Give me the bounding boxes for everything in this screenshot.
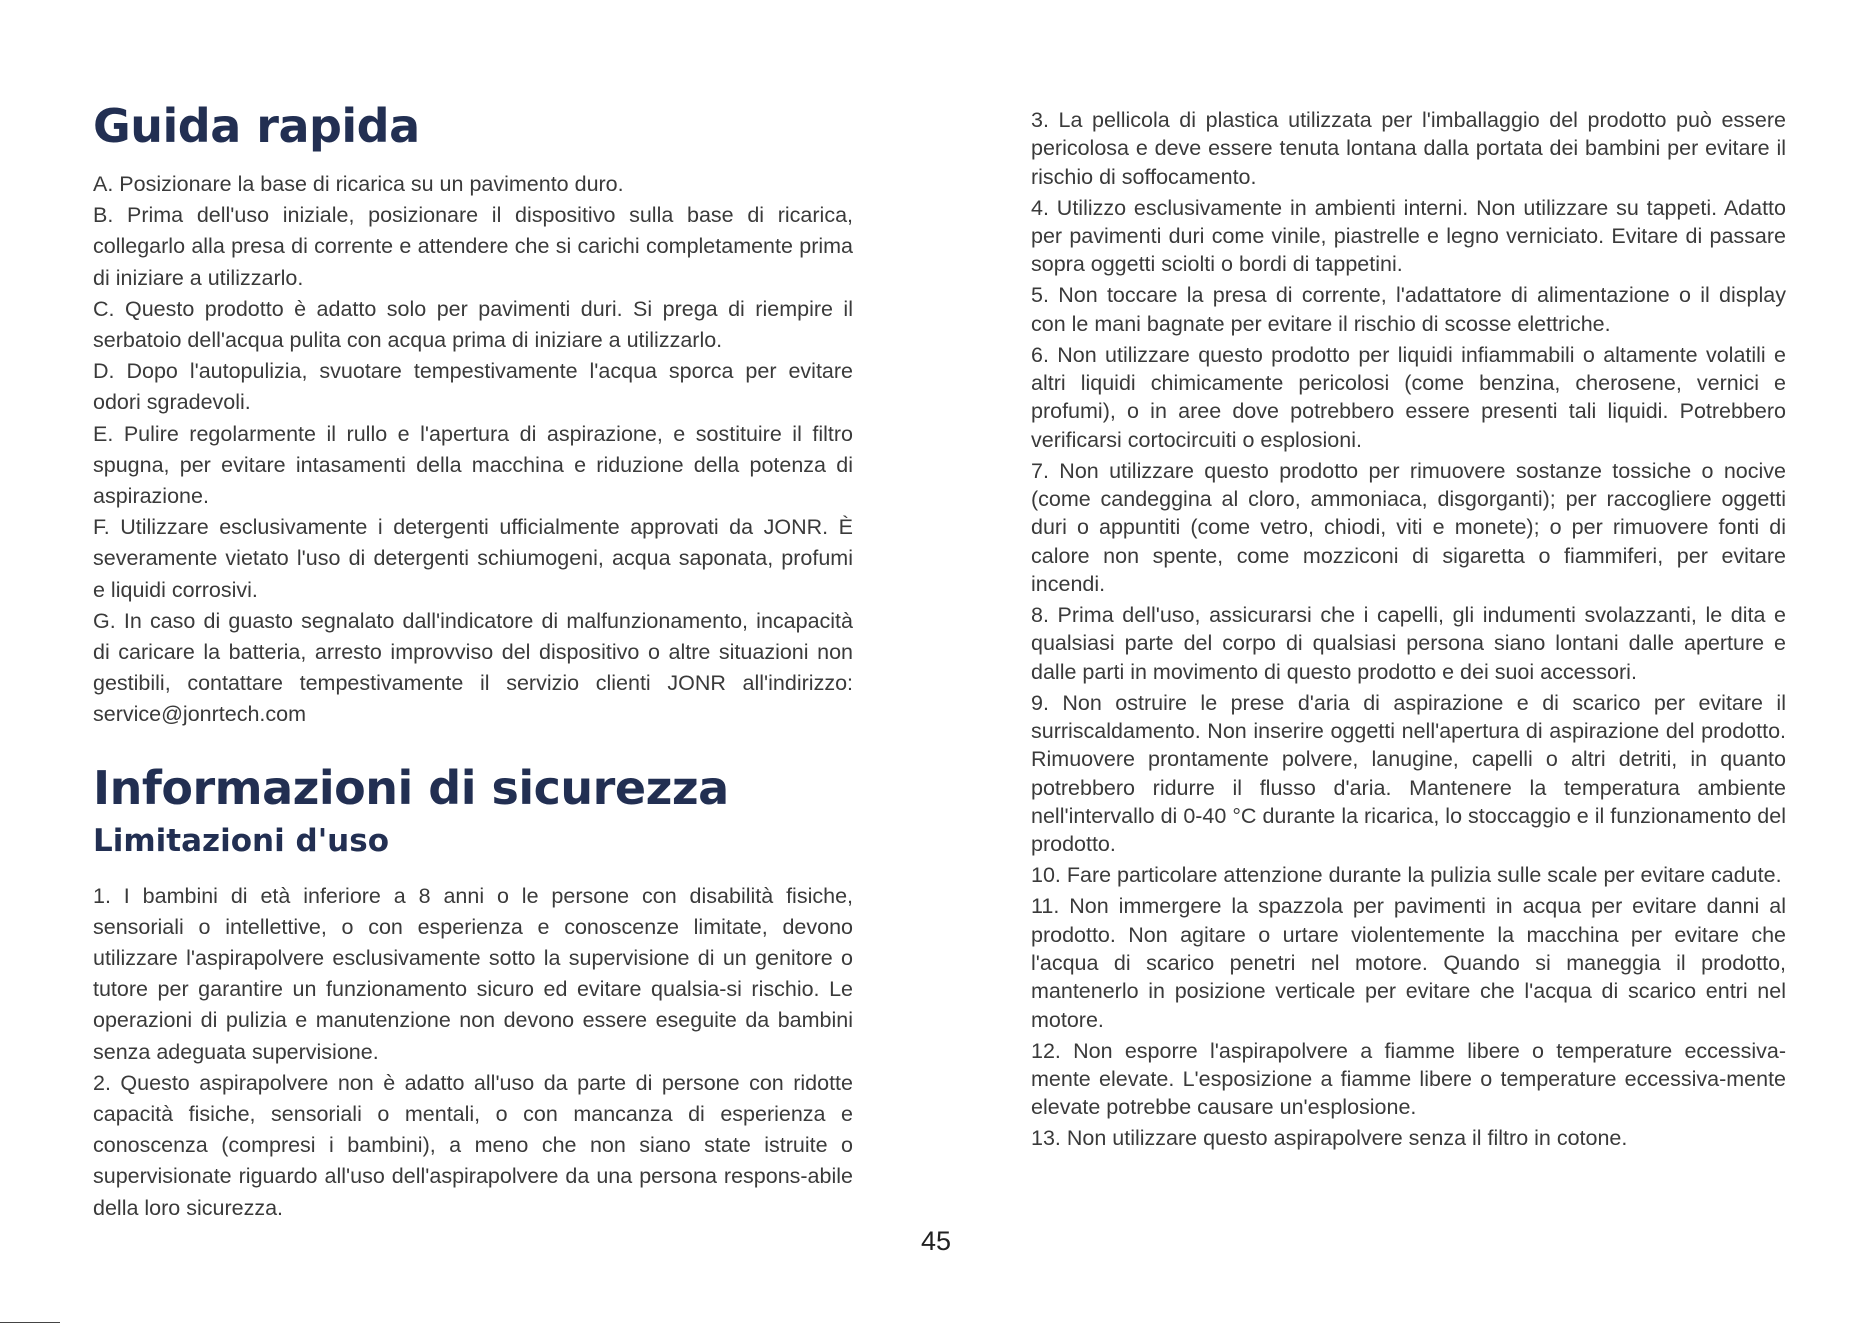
quick-guide-item-f: F. Utilizzare esclusivamente i detergenti ufficialmente approvati da JONR. È severamente vietato l'uso di detergenti schiumogeni, acqua saponata, profumi e liquidi corrosivi. — [93, 515, 853, 602]
safety-item-4: 4. Utilizzo esclusivamente in ambienti interni. Non utilizzare su tappeti. Adatto per pavimenti duri come vinile, piastrelle e legno verniciato. Evitare di passare sopra oggetti sciolti o bordi di tappetini. — [1031, 195, 1786, 277]
quick-guide-item-d: D. Dopo l'autopulizia, svuotare tempestivamente l'acqua sporca per evitare odori sgradevoli. — [93, 359, 853, 415]
safety-item-12: 12. Non esporre l'aspirapolvere a fiamme libere o temperature eccessiva-mente elevate. L'esposizione a fiamme libere o temperature eccessiva-mente elevate potrebbe causare un'esplosione. — [1031, 1038, 1786, 1120]
footer-divider — [0, 1322, 60, 1323]
quick-guide-item-g: G. In caso di guasto segnalato dall'indicatore di malfunzionamento, incapacità di caricare la batteria, arresto improvviso del dispositivo o altre situazioni non gestibili, contattare tempestivamente il servizio clienti JONR all'indirizzo: service@jonrtech.com — [93, 608, 853, 727]
safety-item-6: 6. Non utilizzare questo prodotto per liquidi infiammabili o altamente volatili e altri liquidi chimicamente pericolosi (come benzina, cherosene, vernici e profumi), o in aree dove potrebbero essere presenti tali liquidi. Potrebbero verificarsi cortocircuiti o esplosioni. — [1031, 342, 1786, 452]
safety-list-right — [1031, 106, 1786, 1153]
quick-guide-list — [93, 169, 853, 731]
safety-item-2: 2. Questo aspirapolvere non è adatto all'uso da parte di persone con ridotte capacità fisiche, sensoriali o mentali, o con mancanza di esperienza e conoscenza (compresi i bambini), a meno che non siano state istruite o supervisionate riguardo all'uso dell'aspirapolvere da una persona respons-abile della loro sicurezza. — [93, 1070, 853, 1220]
safety-item-8: 8. Prima dell'uso, assicurarsi che i capelli, gli indumenti svolazzanti, le dita e qualsiasi parte del corpo di qualsiasi persona siano lontani dalle aperture e dalle parti in movimento di questo prodotto e dei suoi accessori. — [1031, 603, 1786, 684]
quick-guide-item-a: A. Posizionare la base di ricarica su un pavimento duro. — [93, 172, 624, 196]
safety-item-7: 7. Non utilizzare questo prodotto per rimuovere sostanze tossiche o nocive (come candeggina al cloro, ammoniaca, disgorganti); per raccogliere oggetti duri o appuntiti (come vetro, chiodi, viti e monete); o per rimuovere fonti di calore non spente, come mozziconi di sigaretta o fiammiferi, per evitare incendi. — [1031, 458, 1786, 596]
right-column — [1031, 106, 1786, 1153]
safety-item-11: 11. Non immergere la spazzola per pavimenti in acqua per evitare danni al prodotto. Non agitare o urtare violentemente la macchina per evitare che l'acqua di scarico penetri nel motore. Quando si maneggia il prodotto, mantenerlo in posizione verticale per evitare che l'acqua di scarico entri nel motore. — [1031, 894, 1786, 1032]
safety-item-3: 3. La pellicola di plastica utilizzata per l'imballaggio del prodotto può essere pericolosa e deve essere tenuta lontana dalla portata dei bambini per evitare il rischio di soffocamento. — [1031, 108, 1786, 189]
safety-list-left — [93, 881, 853, 1224]
page-number: 45 — [920, 1226, 952, 1256]
safety-item-9: 9. Non ostruire le prese d'aria di aspirazione e di scarico per evitare il surriscaldamento. Non inserire oggetti nell'apertura di aspirazione del prodotto. Rimuovere prontamente polvere, lanugine, capelli o altri detriti, in quanto potrebbero ridurre il flusso d'aria. Mantenere la temperatura ambiente nell'intervallo di 0-40 °C durante la ricarica, lo stoccaggio e il funzionamento del prodotto. — [1031, 690, 1786, 857]
quick-guide-title: Guida rapida — [93, 99, 420, 153]
left-column — [93, 95, 853, 1224]
quick-guide-item-e: E. Pulire regolarmente il rullo e l'apertura di aspirazione, e sostituire il filtro spugna, per evitare intasamenti della macchina e riduzione della potenza di aspirazione. — [93, 421, 853, 509]
safety-item-10: 10. Fare particolare attenzione durante la pulizia sulle scale per evitare cadute. — [1031, 863, 1782, 888]
quick-guide-item-b: B. Prima dell'uso iniziale, posizionare il dispositivo sulla base di ricarica, collegarlo alla presa di corrente e attendere che si carichi completamente prima di iniziare a utilizzarlo. — [93, 203, 853, 290]
safety-subtitle: Limitazioni d'uso — [93, 822, 389, 859]
safety-item-5: 5. Non toccare la presa di corrente, l'adattatore di alimentazione o il display con le mani bagnate per evitare il rischio di scosse elettriche. — [1031, 283, 1786, 336]
safety-title: Informazioni di sicurezza — [93, 760, 729, 815]
safety-item-13: 13. Non utilizzare questo aspirapolvere senza il filtro in cotone. — [1031, 1126, 1628, 1151]
quick-guide-item-c: C. Questo prodotto è adatto solo per pavimenti duri. Si prega di riempire il serbatoio dell'acqua pulita con acqua prima di iniziare a utilizzarlo. — [93, 296, 853, 353]
safety-item-1: 1. I bambini di età inferiore a 8 anni o le persone con disabilità fisiche, sensoriali o intellettive, o con esperienza e conoscenze limitate, devono utilizzare l'aspirapolvere esclusivamente sotto la supervisione di un genitore o tutore per garantire un funzionamento sicuro ed evitare qualsia-si rischio. Le operazioni di pulizia e manutenzione non devono essere eseguite da bambini senza adeguata supervisione. — [93, 883, 853, 1064]
